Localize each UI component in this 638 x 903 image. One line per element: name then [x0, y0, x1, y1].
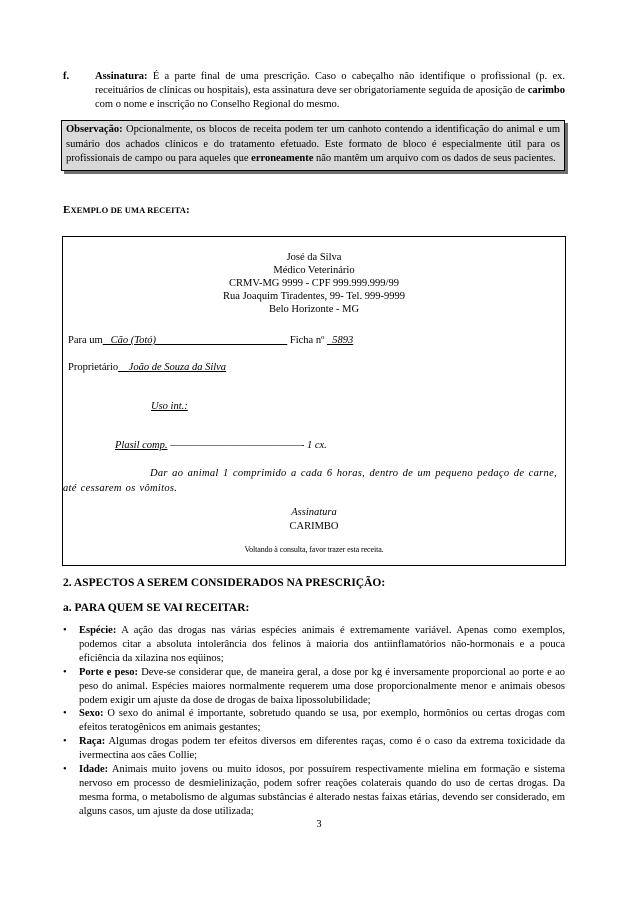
ficha-number: 5893	[332, 335, 354, 346]
item-f-paragraph	[63, 70, 565, 112]
ficha-value	[327, 335, 353, 346]
owner-name: João de Souza da Silva	[128, 362, 227, 373]
bullet-icon: •	[63, 666, 67, 678]
heading-rest: XEMPLO DE UMA RECEITA	[70, 205, 186, 215]
prescriber-city: Belo Horizonte - MG	[268, 304, 360, 315]
use-label: Uso int.:	[151, 401, 188, 412]
signature-label: Assinatura	[291, 507, 337, 518]
observation-bold-word: erroneamente	[251, 153, 314, 164]
owner-line	[68, 362, 226, 373]
observation-box	[61, 120, 565, 171]
observation-title: Observação:	[66, 124, 123, 135]
list-item	[63, 763, 565, 819]
prescription-box	[62, 236, 566, 566]
bullet-icon: •	[63, 736, 67, 748]
example-heading	[63, 204, 565, 216]
heading-initial: E	[63, 204, 71, 216]
list-item	[63, 735, 565, 763]
list-item-term: Raça:	[79, 736, 106, 748]
prescriber-registration: CRMV-MG 9999 - CPF 999.999.999/99	[229, 278, 399, 289]
list-item-text: Algumas drogas podem ter efeitos diversos em diferentes raças, como é o caso da extrema toxicidade da ivermectina aos cães Collie;	[79, 736, 566, 762]
heading-colon: :	[185, 204, 190, 216]
considerations-list	[63, 624, 565, 819]
section-2-title: 2. ASPECTOS A SEREM CONSIDERADOS NA PRESCRIÇÃO:	[63, 577, 386, 589]
item-title: Assinatura:	[95, 71, 148, 82]
prescriber-address: Rua Joaquim Tiradentes, 99- Tel. 999-9999	[223, 291, 405, 302]
item-body-end: com o nome e inscrição no Conselho Regional do mesmo.	[95, 99, 340, 110]
drug-name: Plasil comp.	[115, 440, 168, 451]
section-a-title: a. PARA QUEM SE VAI RECEITAR:	[63, 602, 250, 614]
stamp-label: CARIMBO	[289, 521, 339, 532]
patient-value	[103, 335, 288, 346]
page-number: 3	[316, 819, 322, 830]
item-body: É a parte final de uma prescrição. Caso o cabeçalho não identifique o profissional (p. ex. receituários de clínicas ou hospitais), esta assinatura deve ser obrigatoriamente seguida de aposição de	[95, 71, 566, 96]
ficha-label: Ficha nº	[289, 335, 325, 346]
list-item-term: Porte e peso:	[79, 666, 138, 678]
list-item-term: Idade:	[79, 764, 109, 776]
prescription-footer: Voltando à consulta, favor trazer esta receita.	[244, 545, 384, 554]
prescriber-title: Médico Veterinário	[273, 265, 355, 276]
list-item-text: Animais muito jovens ou muito idosos, por possuírem respectivamente mielina em formação e sistema nervoso em processo de desmielinização, podem sofrer reações colaterais quando do uso de certas drogas. Da mesma forma, o metabolismo de algumas substâncias é alterado nestas faixas etárias, devendo ser considerado, em alguns casos, um ajuste da dose utilizada;	[79, 764, 565, 817]
item-bold-word: carimbo	[527, 85, 566, 96]
drug-line	[115, 440, 327, 451]
observation-text: Opcionalmente, os blocos de receita podem ter um canhoto contendo a identificação do animal e um sumário dos achados clínicos e do tratamento efetuado. Este formato de bloco é especialmente útil para os profissionais de campo ou para aqueles que	[66, 124, 560, 164]
prescriber-name: José da Silva	[286, 252, 342, 263]
observation-text-end: não mantêm um arquivo com os dados de seus pacientes.	[315, 153, 556, 164]
bullet-icon: •	[63, 764, 67, 776]
patient-line	[68, 335, 353, 346]
item-text	[95, 70, 565, 112]
patient-name: Cão (Totó)	[110, 335, 156, 346]
list-item	[63, 624, 565, 666]
list-item	[63, 666, 565, 708]
owner-value	[118, 362, 226, 373]
bullet-icon: •	[63, 625, 67, 636]
patient-label: Para um	[68, 335, 103, 346]
list-item-text: A ação das drogas nas várias espécies animais é extremamente variável. Apenas como exemplos, podemos citar a absoluta intolerância dos felinos à maioria dos antiinflamatórios não-hormonais e a pouca eficiência da xilazina nos eqüinos;	[79, 625, 566, 664]
instructions: Dar ao animal 1 comprimido a cada 6 horas, dentro de um pequeno pedaço de carne, até cessarem os vômitos.	[63, 468, 557, 494]
list-item	[63, 707, 565, 735]
drug-qty: 1 cx.	[306, 440, 327, 451]
list-item-term: Sexo:	[79, 708, 104, 720]
drug-dash: ——————————————-	[170, 440, 305, 451]
list-item-text: Deve-se considerar que, de maneira geral, a dose por kg é inversamente proporcional ao porte e ao peso do animal. Espécies maiores normalmente requerem uma dose proporcionalmente menor e animais obesos podem exigir um ajuste da dose de drogas de baixa lipossolubilidade;	[79, 666, 565, 706]
item-label: f.	[63, 71, 70, 82]
bullet-icon: •	[63, 708, 67, 720]
owner-label: Proprietário	[68, 362, 119, 373]
list-item-text: O sexo do animal é importante, sobretudo quando se usa, por exemplo, hormônios ou certas drogas com efeitos teratogênicos em animais gestantes;	[79, 708, 566, 734]
list-item-term: Espécie:	[79, 625, 117, 636]
